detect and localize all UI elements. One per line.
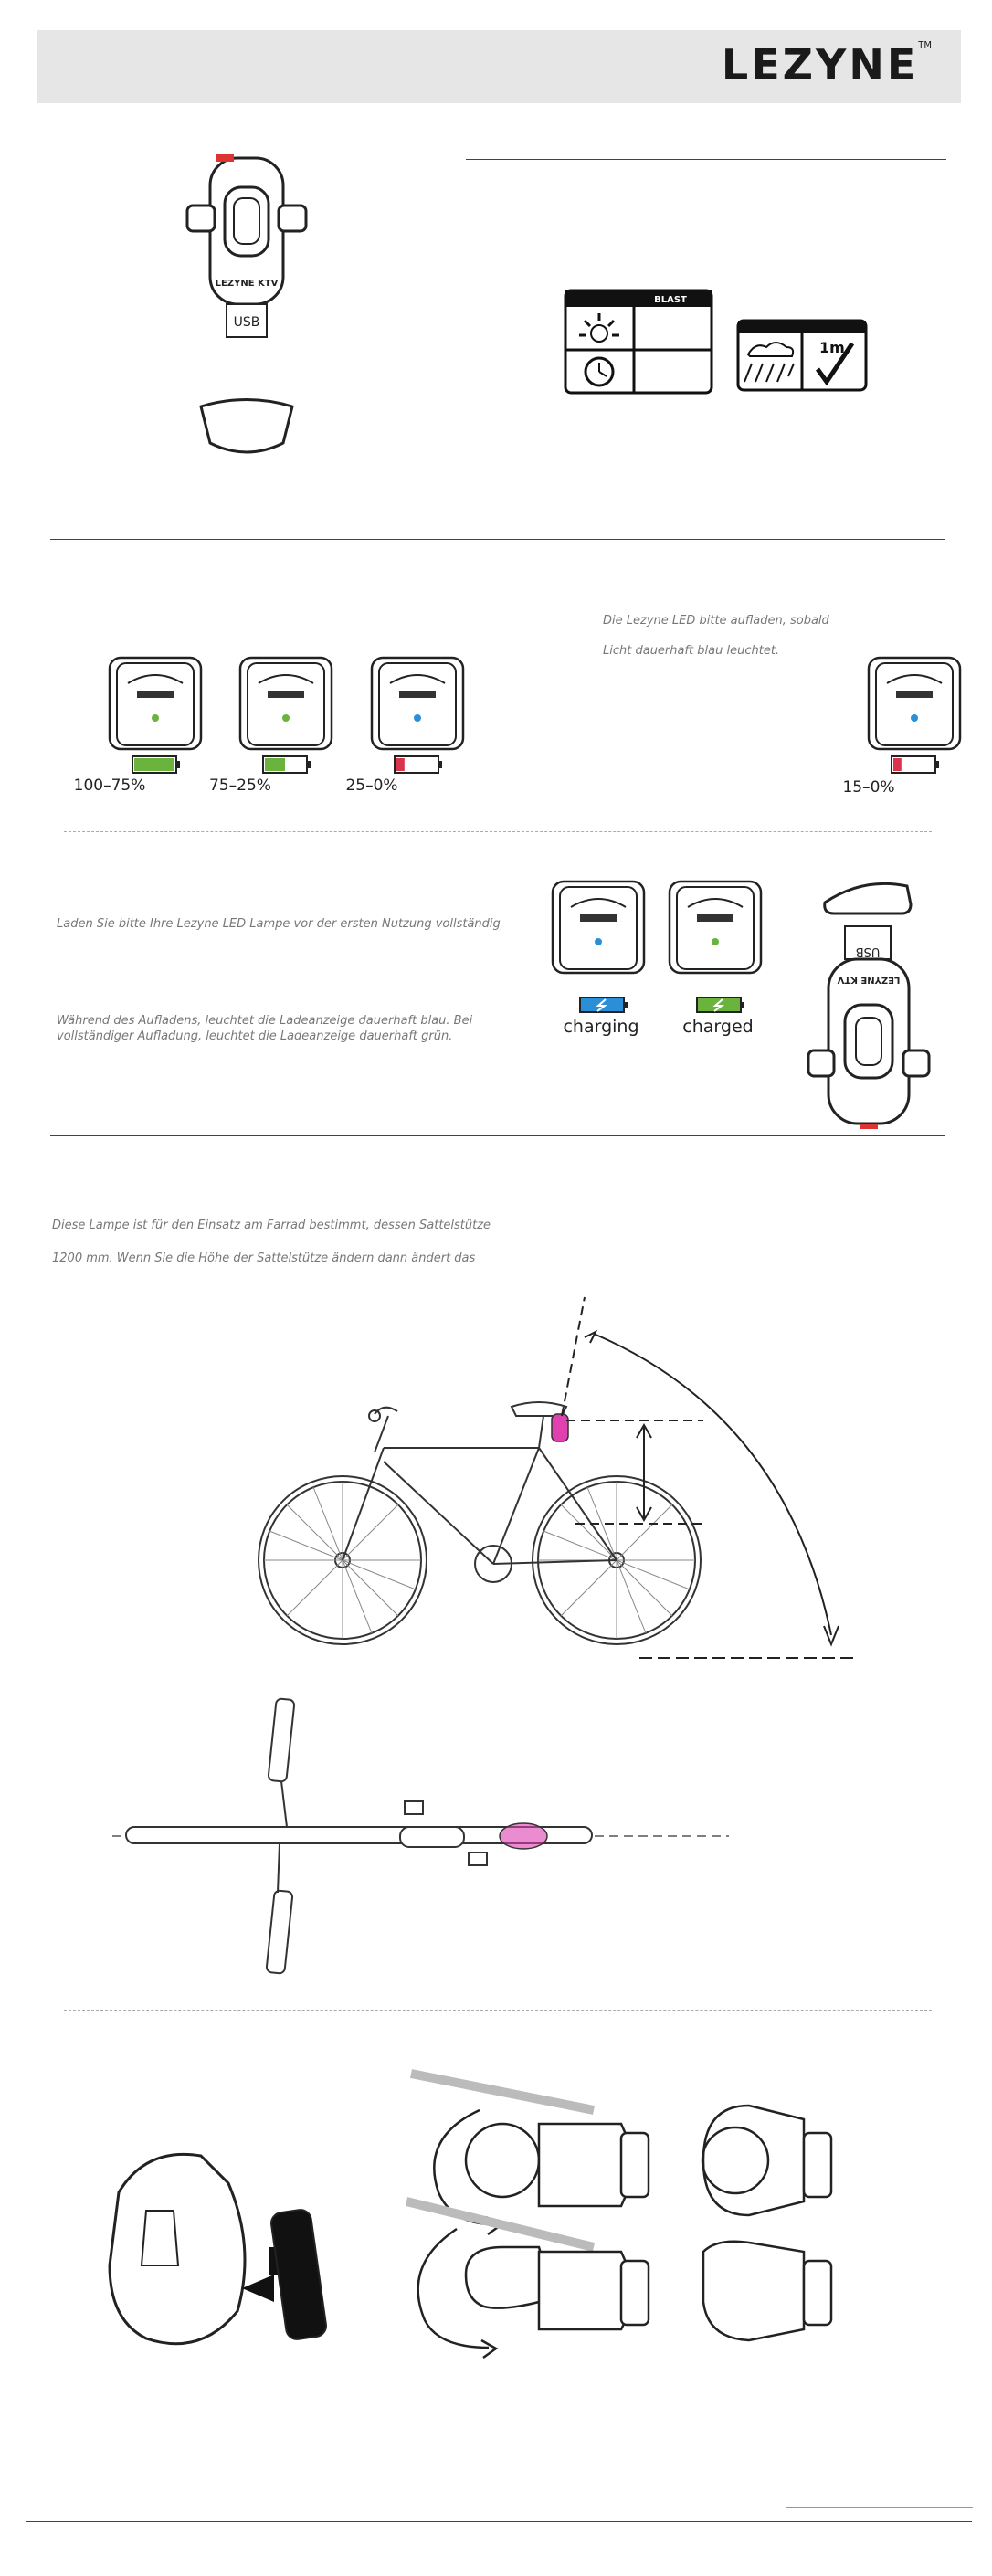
battery-note-2: Licht dauerhaft blau leuchtet. <box>603 644 780 658</box>
mounting-text-2: 1200 mm. Wenn Sie die Höhe der Sattelstütze ändern dann ändert das <box>52 1251 476 1265</box>
light-unit-illustration <box>155 151 338 461</box>
strap-mount-steps <box>402 2055 968 2357</box>
usb-label: USB <box>233 315 260 330</box>
battery-icon-0 <box>132 756 180 773</box>
battery-level-row <box>46 649 959 795</box>
bracket-insert-illustration <box>91 2138 365 2375</box>
brand-logo: LEZYNE™ <box>721 40 932 90</box>
lamp-face <box>670 882 761 973</box>
charging-label: charging <box>563 1017 639 1037</box>
footer-short-rule <box>786 2507 973 2508</box>
section-rule-2 <box>50 1135 945 1136</box>
section-rule-top <box>466 159 946 160</box>
model-label: LEZYNE KTV <box>215 279 279 289</box>
battery-label-3: 15–0% <box>842 778 895 797</box>
footer-rule <box>26 2521 972 2522</box>
bike-top-view <box>108 1699 802 1973</box>
charging-indicator-row <box>548 877 786 1014</box>
mode-table-icon <box>563 288 718 397</box>
section-rule-1 <box>50 539 945 540</box>
battery-label-1: 75–25% <box>209 776 271 795</box>
battery-label-2: 25–0% <box>345 776 398 795</box>
usb-label-inverted: USB <box>855 945 881 958</box>
charging-text-2b: vollständiger Aufladung, leuchtet die Ladeanzeige dauerhaft grün. <box>57 1029 453 1043</box>
lamp-face <box>553 882 644 973</box>
top-view-light <box>500 1823 547 1849</box>
battery-note-1: Die Lezyne LED bitte aufladen, sobald <box>603 614 829 628</box>
waterproof-icon <box>735 318 872 395</box>
lamp-face <box>240 658 332 749</box>
battery-label-0: 100–75% <box>73 776 146 795</box>
bike-side-view <box>237 1270 877 1653</box>
mounted-light <box>552 1414 568 1441</box>
lamp-face <box>869 658 960 749</box>
battery-icon-2 <box>395 756 442 773</box>
charging-text-2a: Während des Aufladens, leuchtet die Ladeanzeige dauerhaft blau. Bei <box>57 1014 473 1028</box>
charged-battery-icon <box>697 998 744 1012</box>
charging-battery-icon <box>580 998 628 1012</box>
light-unit-upside-down <box>808 868 936 1142</box>
model-label-inverted: LEZYNE KTV <box>837 975 901 985</box>
dashed-divider-2 <box>64 2010 932 2011</box>
depth-label: 1m <box>819 339 845 356</box>
battery-icon-3 <box>892 756 939 773</box>
battery-icon-1 <box>263 756 311 773</box>
blast-label: BLAST <box>654 295 687 305</box>
lamp-face <box>372 658 463 749</box>
charging-text-1: Laden Sie bitte Ihre Lezyne LED Lampe vor der ersten Nutzung vollständig <box>57 917 501 931</box>
dashed-divider-1 <box>64 831 932 832</box>
lamp-face <box>110 658 201 749</box>
mounting-text-1: Diese Lampe ist für den Einsatz am Farrad bestimmt, dessen Sattelstütze <box>52 1219 491 1232</box>
charged-label: charged <box>682 1017 754 1037</box>
